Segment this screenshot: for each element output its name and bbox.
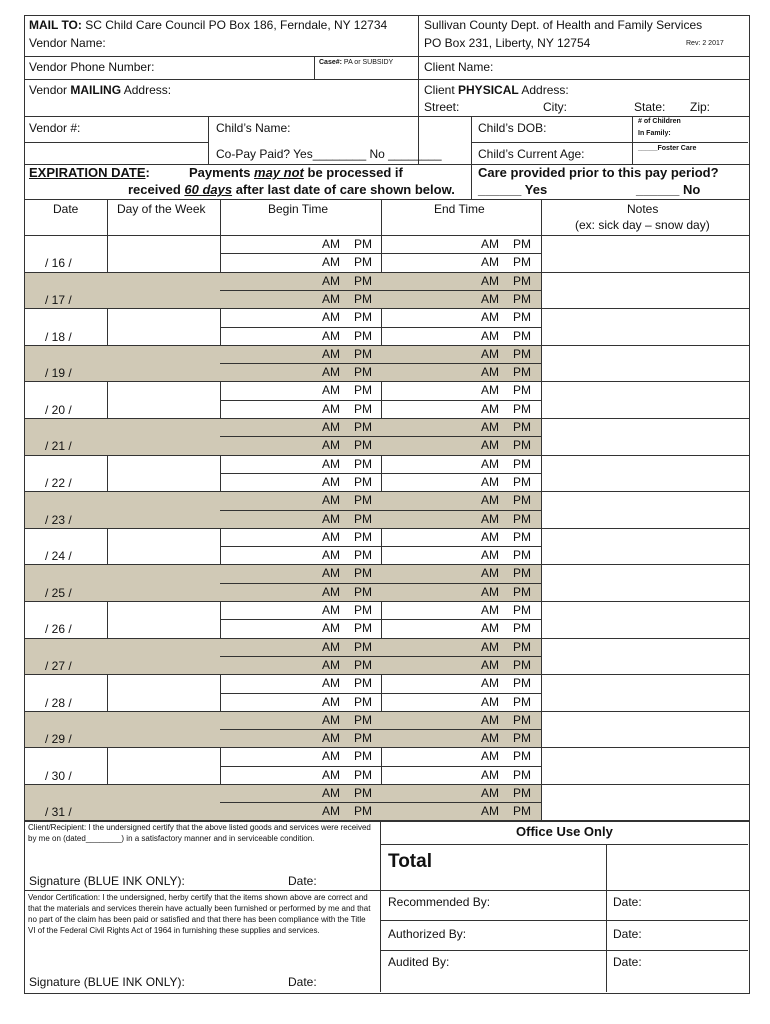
case-label: Case#: PA or SUBSIDY <box>319 59 394 66</box>
end-pm-label[interactable]: PM <box>513 749 531 764</box>
begin-am-label[interactable]: AM <box>322 365 340 380</box>
begin-pm-label[interactable]: PM <box>354 804 372 819</box>
row-date: / 18 / <box>45 329 72 344</box>
end-am-label[interactable]: AM <box>481 529 499 544</box>
end-pm-label[interactable]: PM <box>513 584 531 599</box>
end-am-label[interactable]: AM <box>481 603 499 617</box>
end-am-label[interactable]: AM <box>481 731 499 746</box>
vendor-signature-date: Date: <box>288 975 317 989</box>
begin-am-label[interactable]: AM <box>322 621 340 636</box>
end-am-label[interactable]: AM <box>481 493 499 508</box>
vendor-signature-label: Signature (BLUE INK ONLY): <box>29 975 185 989</box>
end-pm-label[interactable]: PM <box>513 474 531 489</box>
begin-pm-label[interactable]: PM <box>354 493 372 508</box>
client-signature-date: Date: <box>288 874 317 888</box>
end-am-label[interactable]: AM <box>481 584 499 599</box>
childs-name-label: Child’s Name: <box>216 121 291 135</box>
end-am-label[interactable]: AM <box>481 511 499 526</box>
row-date: / 24 / <box>45 549 72 564</box>
end-am-label[interactable]: AM <box>481 548 499 563</box>
col-notes: Notes <box>627 202 659 216</box>
begin-am-label[interactable]: AM <box>322 346 340 361</box>
begin-am-label[interactable]: AM <box>322 749 340 764</box>
begin-pm-label[interactable]: PM <box>354 456 372 471</box>
vendor-number-label: Vendor #: <box>29 121 81 135</box>
expiration-warning-1: Payments may not be processed if <box>189 165 403 180</box>
row-date: / 17 / <box>45 292 72 307</box>
end-am-label[interactable]: AM <box>481 749 499 764</box>
end-pm-label[interactable]: PM <box>513 639 531 654</box>
begin-pm-label[interactable]: PM <box>354 383 372 398</box>
begin-pm-label[interactable]: PM <box>354 291 372 306</box>
mail-to: MAIL TO: SC Child Care Council PO Box 186, Ferndale, NY 12734 <box>29 18 388 32</box>
begin-pm-label[interactable]: PM <box>354 401 372 416</box>
row-date: / 21 / <box>45 439 72 454</box>
begin-pm-label[interactable]: PM <box>354 767 372 782</box>
end-pm-label[interactable]: PM <box>513 603 531 617</box>
begin-am-label[interactable]: AM <box>322 438 340 453</box>
begin-pm-label[interactable]: PM <box>354 584 372 599</box>
begin-pm-label[interactable]: PM <box>354 603 372 617</box>
end-am-label[interactable]: AM <box>481 255 499 270</box>
begin-am-label[interactable]: AM <box>322 474 340 489</box>
end-pm-label[interactable]: PM <box>513 548 531 563</box>
expiration-label: EXPIRATION DATE: <box>29 165 150 180</box>
begin-pm-label[interactable]: PM <box>354 365 372 380</box>
end-pm-label[interactable]: PM <box>513 383 531 398</box>
begin-am-label[interactable]: AM <box>322 731 340 746</box>
state-label: State: <box>634 100 666 114</box>
end-am-label[interactable]: AM <box>481 383 499 398</box>
begin-am-label[interactable]: AM <box>322 767 340 782</box>
col-begin: Begin Time <box>268 202 329 216</box>
begin-am-label[interactable]: AM <box>322 694 340 709</box>
end-pm-label[interactable]: PM <box>513 529 531 544</box>
row-date: / 20 / <box>45 402 72 417</box>
begin-pm-label[interactable]: PM <box>354 420 372 434</box>
end-am-label[interactable]: AM <box>481 273 499 288</box>
foster-care-label: _____Foster Care <box>638 145 697 152</box>
vendor-mailing-label: Vendor MAILING Address: <box>29 83 172 97</box>
end-am-label[interactable]: AM <box>481 291 499 306</box>
begin-am-label[interactable]: AM <box>322 273 340 288</box>
recommended-by-label: Recommended By: <box>388 895 491 909</box>
end-pm-label[interactable]: PM <box>513 273 531 288</box>
vendor-name-label: Vendor Name: <box>29 36 106 50</box>
begin-pm-label[interactable]: PM <box>354 676 372 691</box>
begin-pm-label[interactable]: PM <box>354 529 372 544</box>
row-date: / 19 / <box>45 366 72 381</box>
begin-am-label[interactable]: AM <box>322 291 340 306</box>
begin-am-label[interactable]: AM <box>322 639 340 654</box>
row-date: / 29 / <box>45 732 72 747</box>
begin-pm-label[interactable]: PM <box>354 237 372 251</box>
office-use-only: Office Use Only <box>516 824 613 839</box>
end-am-label[interactable]: AM <box>481 420 499 434</box>
col-day: Day of the Week <box>117 202 206 216</box>
begin-pm-label[interactable]: PM <box>354 657 372 672</box>
agency-name: Sullivan County Dept. of Health and Family Services <box>424 18 703 32</box>
end-am-label[interactable]: AM <box>481 346 499 361</box>
begin-am-label[interactable]: AM <box>322 712 340 727</box>
begin-am-label[interactable]: AM <box>322 255 340 270</box>
begin-pm-label[interactable]: PM <box>354 731 372 746</box>
begin-pm-label[interactable]: PM <box>354 694 372 709</box>
end-pm-label[interactable]: PM <box>513 786 531 800</box>
authorized-by-label: Authorized By: <box>388 927 467 941</box>
begin-am-label[interactable]: AM <box>322 657 340 672</box>
end-pm-label[interactable]: PM <box>513 255 531 270</box>
revision: Rev: 2 2017 <box>686 40 724 47</box>
begin-am-label[interactable]: AM <box>322 584 340 599</box>
begin-pm-label[interactable]: PM <box>354 548 372 563</box>
row-date: / 26 / <box>45 622 72 637</box>
authorized-date-label: Date: <box>613 927 642 941</box>
end-am-label[interactable]: AM <box>481 566 499 581</box>
begin-pm-label[interactable]: PM <box>354 310 372 325</box>
end-am-label[interactable]: AM <box>481 621 499 636</box>
end-pm-label[interactable]: PM <box>513 365 531 380</box>
client-physical-label: Client PHYSICAL Address: <box>424 83 569 97</box>
begin-pm-label[interactable]: PM <box>354 328 372 343</box>
end-am-label[interactable]: AM <box>481 657 499 672</box>
begin-am-label[interactable]: AM <box>322 676 340 691</box>
client-signature-label: Signature (BLUE INK ONLY): <box>29 874 185 888</box>
end-am-label[interactable]: AM <box>481 786 499 800</box>
end-am-label[interactable]: AM <box>481 401 499 416</box>
row-date: / 22 / <box>45 475 72 490</box>
end-pm-label[interactable]: PM <box>513 767 531 782</box>
begin-pm-label[interactable]: PM <box>354 346 372 361</box>
end-pm-label[interactable]: PM <box>513 438 531 453</box>
begin-am-label[interactable]: AM <box>322 603 340 617</box>
end-pm-label[interactable]: PM <box>513 401 531 416</box>
col-notes-example: (ex: sick day – snow day) <box>575 218 710 232</box>
begin-pm-label[interactable]: PM <box>354 786 372 800</box>
begin-pm-label[interactable]: PM <box>354 749 372 764</box>
row-date: / 31 / <box>45 805 72 820</box>
begin-pm-label[interactable]: PM <box>354 621 372 636</box>
end-am-label[interactable]: AM <box>481 712 499 727</box>
copay-label: Co-Pay Paid? Yes________ No ________ <box>216 147 442 161</box>
begin-am-label[interactable]: AM <box>322 511 340 526</box>
begin-pm-label[interactable]: PM <box>354 511 372 526</box>
childs-dob-label: Child’s DOB: <box>478 121 547 135</box>
begin-pm-label[interactable]: PM <box>354 474 372 489</box>
vendor-phone-label: Vendor Phone Number: <box>29 60 155 74</box>
childs-age-label: Child’s Current Age: <box>478 147 585 161</box>
begin-am-label[interactable]: AM <box>322 328 340 343</box>
begin-am-label[interactable]: AM <box>322 804 340 819</box>
end-pm-label[interactable]: PM <box>513 731 531 746</box>
end-am-label[interactable]: AM <box>481 456 499 471</box>
begin-am-label[interactable]: AM <box>322 548 340 563</box>
row-date: / 16 / <box>45 256 72 271</box>
row-date: / 23 / <box>45 512 72 527</box>
end-pm-label[interactable]: PM <box>513 676 531 691</box>
begin-am-label[interactable]: AM <box>322 383 340 398</box>
begin-am-label[interactable]: AM <box>322 456 340 471</box>
begin-pm-label[interactable]: PM <box>354 712 372 727</box>
begin-am-label[interactable]: AM <box>322 310 340 325</box>
end-pm-label[interactable]: PM <box>513 237 531 251</box>
end-am-label[interactable]: AM <box>481 438 499 453</box>
end-am-label[interactable]: AM <box>481 365 499 380</box>
zip-label: Zip: <box>690 100 711 114</box>
children-count-label-1: # of Children <box>638 118 681 125</box>
begin-pm-label[interactable]: PM <box>354 255 372 270</box>
expiration-warning-2: received 60 days after last date of care shown below. <box>128 182 455 197</box>
row-date: / 30 / <box>45 768 72 783</box>
end-pm-label[interactable]: PM <box>513 420 531 434</box>
street-label: Street: <box>424 100 460 114</box>
recommended-date-label: Date: <box>613 895 642 909</box>
row-date: / 28 / <box>45 695 72 710</box>
end-am-label[interactable]: AM <box>481 694 499 709</box>
end-am-label[interactable]: AM <box>481 804 499 819</box>
begin-am-label[interactable]: AM <box>322 493 340 508</box>
end-pm-label[interactable]: PM <box>513 657 531 672</box>
end-am-label[interactable]: AM <box>481 639 499 654</box>
row-date: / 27 / <box>45 658 72 673</box>
begin-am-label[interactable]: AM <box>322 237 340 251</box>
end-am-label[interactable]: AM <box>481 676 499 691</box>
begin-pm-label[interactable]: PM <box>354 566 372 581</box>
audited-date-label: Date: <box>613 955 642 969</box>
end-pm-label[interactable]: PM <box>513 310 531 325</box>
end-pm-label[interactable]: PM <box>513 566 531 581</box>
care-no: ______ No <box>636 182 701 197</box>
care-yes: ______ Yes <box>478 182 548 197</box>
col-end: End Time <box>434 202 485 216</box>
begin-am-label[interactable]: AM <box>322 529 340 544</box>
client-name-label: Client Name: <box>424 60 494 74</box>
begin-pm-label[interactable]: PM <box>354 438 372 453</box>
begin-pm-label[interactable]: PM <box>354 639 372 654</box>
end-pm-label[interactable]: PM <box>513 712 531 727</box>
end-pm-label[interactable]: PM <box>513 456 531 471</box>
end-am-label[interactable]: AM <box>481 328 499 343</box>
end-pm-label[interactable]: PM <box>513 511 531 526</box>
end-am-label[interactable]: AM <box>481 767 499 782</box>
begin-am-label[interactable]: AM <box>322 566 340 581</box>
end-am-label[interactable]: AM <box>481 310 499 325</box>
agency-address: PO Box 231, Liberty, NY 12754 <box>424 36 591 50</box>
end-pm-label[interactable]: PM <box>513 346 531 361</box>
total-label: Total <box>388 851 432 872</box>
end-pm-label[interactable]: PM <box>513 694 531 709</box>
care-question: Care provided prior to this pay period? <box>478 165 719 180</box>
end-pm-label[interactable]: PM <box>513 328 531 343</box>
col-date: Date <box>53 202 79 216</box>
row-date: / 25 / <box>45 585 72 600</box>
end-am-label[interactable]: AM <box>481 237 499 251</box>
children-count-label-2: In Family: <box>638 130 671 137</box>
end-pm-label[interactable]: PM <box>513 804 531 819</box>
begin-am-label[interactable]: AM <box>322 420 340 434</box>
begin-pm-label[interactable]: PM <box>354 273 372 288</box>
begin-am-label[interactable]: AM <box>322 786 340 800</box>
audited-by-label: Audited By: <box>388 955 450 969</box>
begin-am-label[interactable]: AM <box>322 401 340 416</box>
end-pm-label[interactable]: PM <box>513 291 531 306</box>
end-pm-label[interactable]: PM <box>513 493 531 508</box>
client-certification: Client/Recipient: I the undersigned certify that the above listed goods and services were received by me on (dated________) in a satisfactory manner and in serviceable condition. <box>28 823 371 843</box>
vendor-certification: Vendor Certification: I the undersigned, herby certify that the items shown above are correct and that the materials and services therein have actually been furnished or performed by me and that no part of the claim has been paid or satisfied and that there has been compliance with the Title VI of the Federal Civil Rights Act of 1964 in furnishing these supplies and services. <box>28 893 371 935</box>
city-label: City: <box>543 100 567 114</box>
end-am-label[interactable]: AM <box>481 474 499 489</box>
end-pm-label[interactable]: PM <box>513 621 531 636</box>
